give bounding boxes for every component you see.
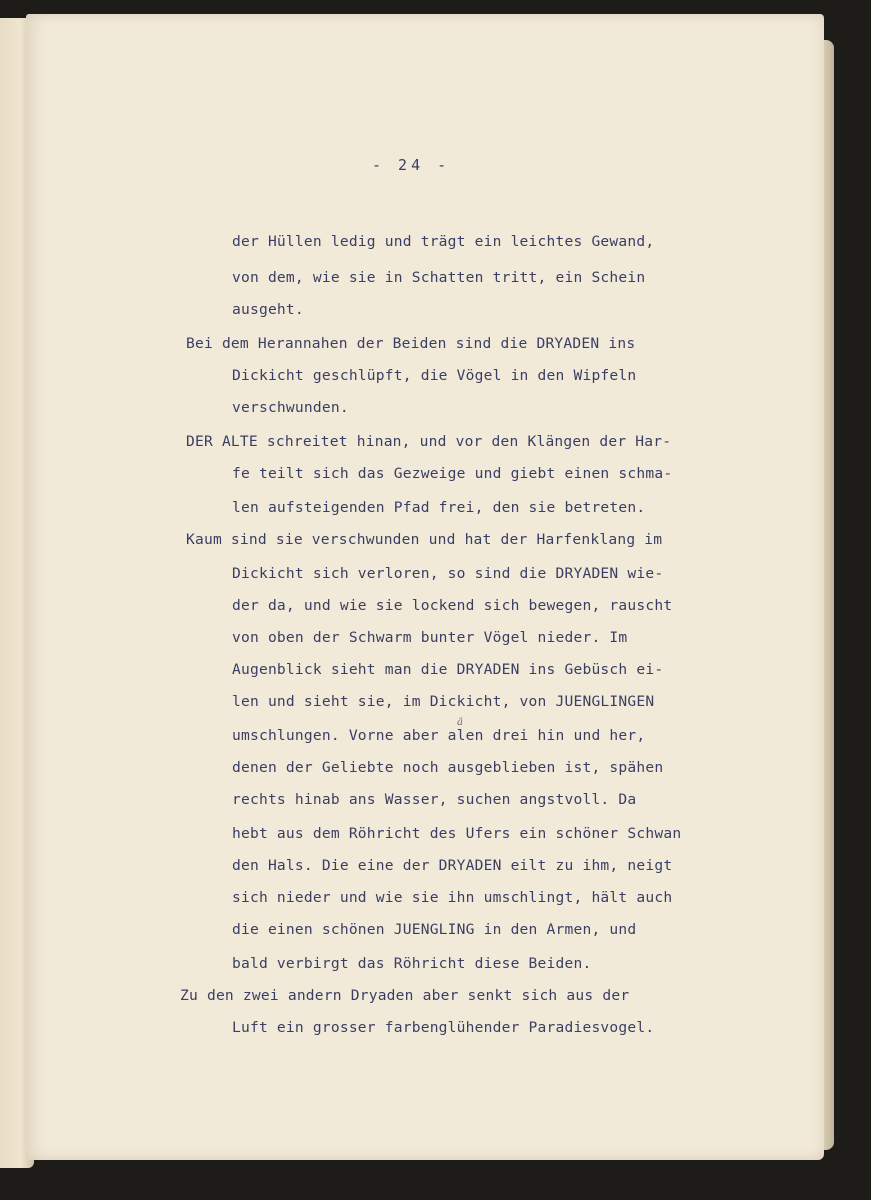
text-line: verschwunden. bbox=[232, 399, 349, 416]
text-line: Kaum sind sie verschwunden und hat der Harfenklang im bbox=[186, 531, 663, 548]
text-line: denen der Geliebte noch ausgeblieben ist, spähen bbox=[232, 759, 664, 776]
text-line: Luft ein grosser farbenglühender Paradiesvogel. bbox=[232, 1019, 655, 1036]
text-line: sich nieder und wie sie ihn umschlingt, hält auch bbox=[232, 889, 673, 906]
text-line: fe teilt sich das Gezweige und giebt einen schma- bbox=[232, 465, 673, 482]
text-line: hebt aus dem Röhricht des Ufers ein schöner Schwan bbox=[232, 825, 682, 842]
text-line: bald verbirgt das Röhricht diese Beiden. bbox=[232, 955, 592, 972]
text-line: von dem, wie sie in Schatten tritt, ein Schein bbox=[232, 269, 646, 286]
handwritten-correction: ä bbox=[457, 717, 463, 728]
text-line: umschlungen. Vorne aber alen drei hin und her, bbox=[232, 727, 646, 744]
text-line: ausgeht. bbox=[232, 301, 304, 318]
text-line: rechts hinab ans Wasser, suchen angstvoll. Da bbox=[232, 791, 637, 808]
text-line: Bei dem Herannahen der Beiden sind die DRYADEN ins bbox=[186, 335, 636, 352]
text-line: von oben der Schwarm bunter Vögel nieder. Im bbox=[232, 629, 628, 646]
text-line: der da, und wie sie lockend sich bewegen, rauscht bbox=[232, 597, 673, 614]
text-line: Dickicht sich verloren, so sind die DRYADEN wie- bbox=[232, 565, 664, 582]
text-line: Zu den zwei andern Dryaden aber senkt sich aus der bbox=[180, 987, 630, 1004]
text-line: den Hals. Die eine der DRYADEN eilt zu ihm, neigt bbox=[232, 857, 673, 874]
text-line: der Hüllen ledig und trägt ein leichtes Gewand, bbox=[232, 233, 655, 250]
text-line: Dickicht geschlüpft, die Vögel in den Wipfeln bbox=[232, 367, 637, 384]
text-line: len und sieht sie, im Dickicht, von JUENGLINGEN bbox=[232, 693, 655, 710]
text-line: die einen schönen JUENGLING in den Armen, und bbox=[232, 921, 637, 938]
page-number: - 24 - bbox=[372, 156, 451, 174]
text-line: Augenblick sieht man die DRYADEN ins Gebüsch ei- bbox=[232, 661, 664, 678]
text-line: DER ALTE schreitet hinan, und vor den Klängen der Har- bbox=[186, 433, 672, 450]
text-line: len aufsteigenden Pfad frei, den sie betreten. bbox=[232, 499, 646, 516]
